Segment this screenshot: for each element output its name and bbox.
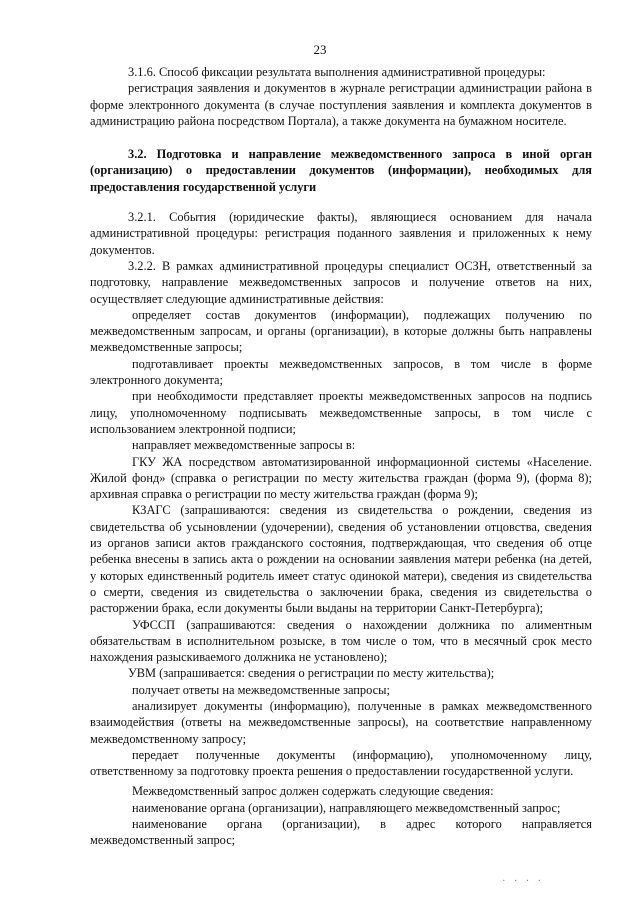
ufssp-paragraph: УФССП (запрашиваются: сведения о нахождении должника по алиментным обязательствам в исполнительном розыске, в том числе о том, что в месячный срок место нахождения разыскиваемого должника не установлено); <box>90 617 592 665</box>
section-3-2-2-paragraph: 3.2.2. В рамках административной процедуры специалист ОСЗН, ответственный за подготовку, направление межведомственных запросов и получение ответов на них, осуществляет следующие административные действия: <box>90 258 592 306</box>
document-body <box>90 64 592 849</box>
action-prepares-paragraph: подготавливает проекты межведомственных запросов, в том числе в форме электронного документа; <box>90 356 592 388</box>
section-3-1-6-paragraph: 3.1.6. Способ фиксации результата выполнения административной процедуры: <box>128 65 546 79</box>
sender-name-paragraph: наименование органа (организации), направляющего межведомственный запрос; <box>132 800 561 815</box>
request-contents-paragraph: Межведомственный запрос должен содержать следующие сведения: <box>132 784 494 799</box>
action-analyzes-paragraph: анализирует документы (информацию), полученные в рамках межведомственного взаимодействия (ответы на межведомственные запросы), на соответствие направленному межведомственному запросу; <box>90 698 592 746</box>
action-transfers-paragraph: передает полученные документы (информацию), уполномоченному лицу, ответственному за подготовку проекта решения о предоставлении государственной услуги. <box>90 747 592 779</box>
section-3-2-1-paragraph: 3.2.1. События (юридические факты), являющиеся основанием для начала административной процедуры: регистрация поданного заявления и приложенных к нему документов. <box>90 210 592 257</box>
action-receives-paragraph: получает ответы на межведомственные запросы; <box>132 682 390 697</box>
kzags-paragraph: КЗАГС (запрашиваются: сведения из свидетельства о рождении, сведения из свидетельства об усыновлении (удочерении), сведения об установлении отцовства, сведения из органов записи актов гражданского состояния, подтверждающая, что сведения об отце ребенка внесены в запись акта о рождении на основании заявления матери ребенка (на детей, у которых единственный родитель имеет статус одинокой матери), сведения из свидетельства о смерти, сведения из свидетельства о заключении брака, сведения из свидетельства о расторжении брака, если документы были выданы на территории Санкт-Петербурга); <box>90 503 592 616</box>
registration-paragraph: регистрация заявления и документов в журнале регистрации администрации района в форме электронного документа (в случае поступления заявления и комплекта документов в администрацию района посредством Портала), а также документа на бумажном носителе. <box>90 81 592 128</box>
action-sends-paragraph: направляет межведомственные запросы в: <box>132 438 356 453</box>
gku-zha-paragraph: ГКУ ЖА посредством автоматизированной информационной системы «Население. Жилой фонд» (справка о регистрации по месту жительства граждан (форма 9), (форма 8); архивная справка о регистрации по месту жительства граждан (форма 9); <box>90 454 592 502</box>
page-number: 23 <box>313 42 327 57</box>
recipient-name-paragraph: наименование органа (организации), в адрес которого направляется межведомственный запрос; <box>90 817 592 848</box>
scan-artifact: · · · · <box>502 876 544 887</box>
action-determines-paragraph: определяет состав документов (информации), подлежащих получению по межведомственным запросам, и органы (организации), в которые должны быть направлены межведомственные запросы; <box>90 307 592 355</box>
section-3-2-heading: 3.2. Подготовка и направление межведомственного запроса в иной орган (организацию) о предоставлении документов (информации), необходимых для предоставления государственной услуги <box>90 147 592 194</box>
uvm-paragraph: УВМ (запрашивается: сведения о регистрации по месту жительства); <box>128 666 495 681</box>
action-submits-paragraph: при необходимости представляет проекты межведомственных запросов на подпись лицу, уполномоченному подписывать межведомственные запросы, в том числе с использованием электронной подписи; <box>90 389 592 436</box>
